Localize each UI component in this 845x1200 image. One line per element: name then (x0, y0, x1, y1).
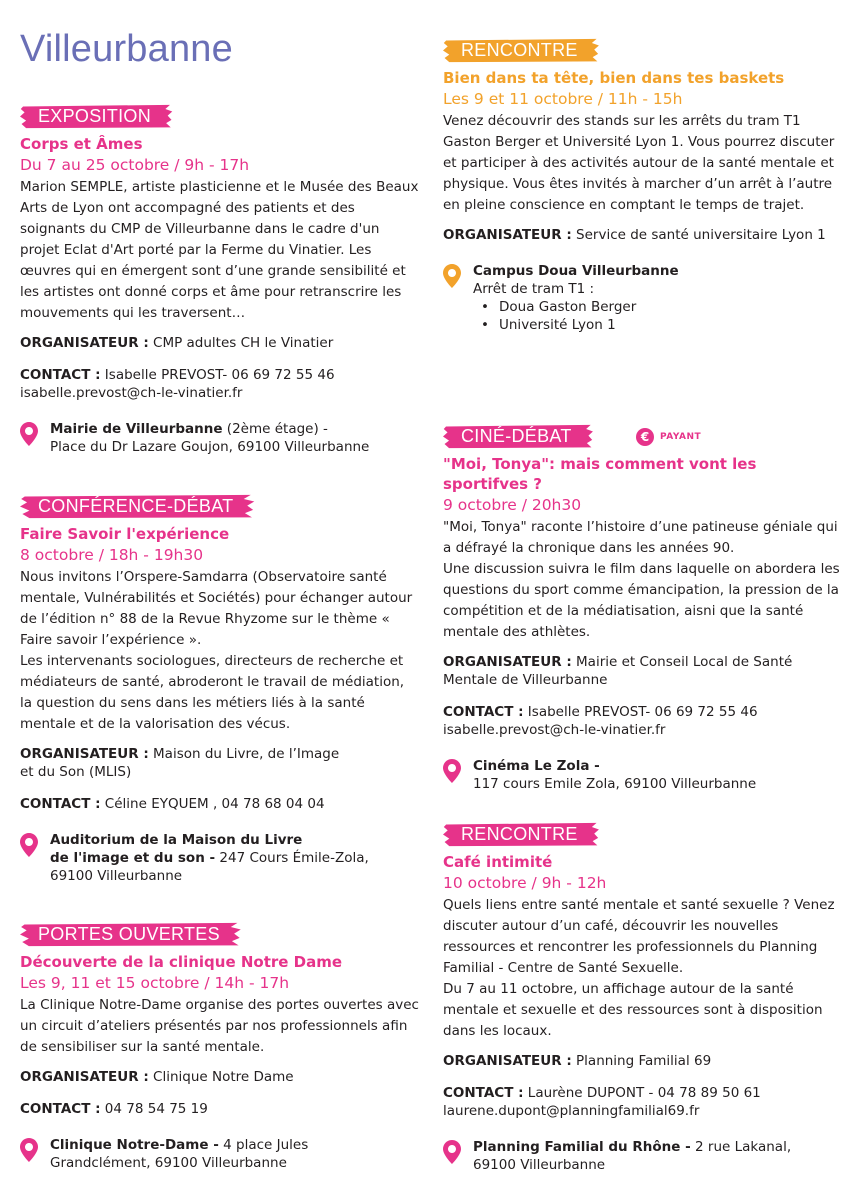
contact (20, 366, 420, 402)
location-address: Grandclément, 69100 Villeurbanne (50, 1155, 287, 1171)
tram-stop-list (473, 298, 843, 334)
organizer-value: Maison du Livre, de l’Image (148, 746, 340, 762)
contact (20, 1100, 420, 1118)
event-exposition (20, 104, 420, 456)
organizer-label: ORGANISATEUR : (20, 746, 149, 762)
event-cafe-intimite (443, 822, 843, 1174)
location-name-line2: de l'image et du son - (50, 850, 216, 866)
organizer-label: ORGANISATEUR : (20, 335, 149, 351)
event-date: Les 9 et 11 octobre / 11h - 15h (443, 90, 683, 108)
tag-label: CINÉ-DÉBAT (461, 426, 572, 446)
map-pin-icon (443, 759, 461, 783)
description-paragraph: Nous invitons l’Orspere-Samdarra (Observatoire santé mentale, Vulnérabilités et Sociétés) pour échanger autour de l’édition n° 88 de la Revue Rhyzome sur le thème « Faire savoir l’expérience ». (20, 569, 413, 648)
organizer-label: ORGANISATEUR : (443, 1053, 572, 1069)
paying-badge (636, 428, 701, 446)
description-paragraph: Une discussion suivra le film dans laquelle on abordera les questions du sport comme émancipation, la pression de la compétition et de la médiatisation, aisni que la santé mentale des athlètes. (443, 561, 840, 640)
event-description (443, 111, 843, 216)
event-date: Les 9, 11 et 15 octobre / 14h - 17h (20, 974, 290, 992)
event-portes-ouvertes (20, 922, 420, 1172)
event-title: Faire Savoir l'expérience (20, 525, 230, 543)
event-description (443, 517, 843, 643)
location-detail: 247 Cours Émile-Zola, (215, 850, 369, 866)
location-address: 69100 Villeurbanne (50, 868, 183, 884)
organizer-value: Mairie et Conseil Local de Santé (571, 654, 793, 670)
event-description (20, 567, 420, 735)
contact (20, 795, 420, 813)
organizer-value: CMP adultes CH le Vinatier (148, 335, 334, 351)
location (443, 262, 843, 334)
location-name: Mairie de Villeurbanne (50, 421, 223, 437)
organizer-value: Planning Familial 69 (571, 1053, 712, 1069)
map-pin-icon (20, 833, 38, 857)
map-pin-icon (443, 264, 461, 288)
map-pin-icon (20, 1138, 38, 1162)
organizer (443, 1052, 843, 1070)
description-paragraph: La Clinique Notre-Dame organise des portes ouvertes avec un circuit d’ateliers présentés par nos professionnels afin de sensibiliser sur la santé mentale. (20, 997, 419, 1055)
description-paragraph: Du 7 au 11 octobre, un affichage autour de la santé mentale et sexuelle et des ressources sont à disposition dans les locaux. (443, 981, 823, 1039)
contact-value: Isabelle PREVOST- 06 69 72 55 46 (523, 704, 758, 720)
tag-label: PORTES OUVERTES (38, 924, 220, 944)
contact-value: Laurène DUPONT - 04 78 89 50 61 (523, 1085, 761, 1101)
location-address: Arrêt de tram T1 : (473, 281, 595, 297)
location (443, 757, 843, 793)
location-detail: (2ème étage) - (222, 421, 328, 437)
location-name: Campus Doua Villeurbanne (473, 263, 679, 279)
event-title: Café intimité (443, 853, 553, 871)
map-pin-icon (20, 422, 38, 446)
contact-label: CONTACT : (443, 1085, 524, 1101)
location-address: 69100 Villeurbanne (473, 1157, 606, 1173)
category-tag (20, 104, 173, 129)
event-date: 10 octobre / 9h - 12h (443, 874, 607, 892)
tag-label: CONFÉRENCE-DÉBAT (38, 496, 234, 516)
organizer-value: Service de santé universitaire Lyon 1 (571, 227, 826, 243)
tag-label: EXPOSITION (38, 106, 152, 126)
description-paragraph: Marion SEMPLE, artiste plasticienne et le Musée des Beaux Arts de Lyon ont accompagné des patients et des soignants du CMP de Villeurbanne dans le cadre d'un projet Eclat d'Art porté par la Ferme du Vinatier. Les œuvres qui en émergent sont d’une grande sensibilité et les artistes ont donné corps et âme pour retranscrire les mouvements qui les traversent… (20, 179, 419, 321)
list-item: • Université Lyon 1 (481, 316, 843, 334)
contact-label: CONTACT : (20, 1101, 101, 1117)
location-name: Planning Familial du Rhône - (473, 1139, 691, 1155)
category-tag (20, 494, 255, 519)
location-name: Auditorium de la Maison du Livre (50, 832, 303, 848)
location-address: 117 cours Emile Zola, 69100 Villeurbanne (473, 776, 757, 792)
organizer-label: ORGANISATEUR : (443, 654, 572, 670)
description-paragraph: "Moi, Tonya" raconte l’histoire d’une patineuse géniale qui a défrayé la chronique dans les années 90. (443, 519, 838, 556)
event-cine-debat (443, 424, 843, 793)
page-title: Villeurbanne (20, 28, 233, 70)
location (443, 1138, 843, 1174)
location (20, 1136, 420, 1172)
organizer-label: ORGANISATEUR : (20, 1069, 149, 1085)
event-date: 8 octobre / 18h - 19h30 (20, 546, 204, 564)
contact-value: Isabelle PREVOST- 06 69 72 55 46 (100, 367, 335, 383)
contact-email[interactable]: isabelle.prevost@ch-le-vinatier.fr (443, 722, 666, 738)
location-address: Place du Dr Lazare Goujon, 69100 Villeurbanne (50, 439, 370, 455)
contact-label: CONTACT : (20, 796, 101, 812)
location-detail: 2 rue Lakanal, (690, 1139, 792, 1155)
location-name: Cinéma Le Zola - (473, 758, 600, 774)
location-name: Clinique Notre-Dame - (50, 1137, 219, 1153)
event-description (20, 177, 420, 324)
event-title: Corps et Âmes (20, 135, 143, 153)
contact (443, 1084, 843, 1120)
category-tag (443, 38, 600, 63)
location (20, 831, 420, 885)
location (20, 420, 420, 456)
category-tag (20, 922, 242, 947)
contact-label: CONTACT : (20, 367, 101, 383)
contact-email[interactable]: isabelle.prevost@ch-le-vinatier.fr (20, 385, 243, 401)
event-description (443, 895, 843, 1042)
organizer (443, 653, 843, 689)
organizer-label: ORGANISATEUR : (443, 227, 572, 243)
description-paragraph: Venez découvrir des stands sur les arrêts du tram T1 Gaston Berger et Université Lyon 1. Vous pourrez discuter et participer à des activités autour de la santé mentale et physique. Vous êtes invités à marcher d’un arrêt à l’autre en pleine conscience en comptant le temps de trajet. (443, 113, 835, 213)
organizer (20, 1068, 420, 1086)
event-title: Bien dans ta tête, bien dans tes baskets (443, 69, 785, 87)
contact-email[interactable]: laurene.dupont@planningfamilial69.fr (443, 1103, 700, 1119)
organizer-value: Clinique Notre Dame (148, 1069, 294, 1085)
event-rencontre-baskets (443, 38, 843, 334)
event-date: 9 octobre / 20h30 (443, 496, 582, 514)
tag-label: RENCONTRE (461, 40, 578, 60)
event-description (20, 995, 420, 1058)
contact-value: Céline EYQUEM , 04 78 68 04 04 (100, 796, 325, 812)
organizer (20, 334, 420, 352)
euro-icon: € (636, 428, 654, 446)
category-tag (443, 424, 594, 449)
event-date: Du 7 au 25 octobre / 9h - 17h (20, 156, 250, 174)
event-title: Découverte de la clinique Notre Dame (20, 953, 343, 971)
list-item: • Doua Gaston Berger (481, 298, 843, 316)
contact-value: 04 78 54 75 19 (100, 1101, 208, 1117)
description-paragraph: Quels liens entre santé mentale et santé sexuelle ? Venez discuter autour d’un café, découvrir les nouvelles ressources et rencontrer les professionnels du Planning Familial - Centre de Santé Sexuelle. (443, 897, 835, 976)
organizer-value-line2: et du Son (MLIS) (20, 764, 132, 780)
organizer (20, 745, 420, 781)
contact-label: CONTACT : (443, 704, 524, 720)
event-conference (20, 494, 420, 885)
description-paragraph: Les intervenants sociologues, directeurs de recherche et médiateurs de santé, abroderont le travail de médiation, la question du sens dans les métiers liés à la santé mentale et de la valorisation des vécus. (20, 653, 405, 732)
category-tag (443, 822, 600, 847)
location-detail: 4 place Jules (218, 1137, 309, 1153)
event-title: "Moi, Tonya": mais comment vont les sportifves ? (443, 455, 757, 493)
organizer-value-line2: Mentale de Villeurbanne (443, 672, 608, 688)
map-pin-icon (443, 1140, 461, 1164)
contact (443, 703, 843, 739)
tag-label: RENCONTRE (461, 824, 578, 844)
organizer (443, 226, 843, 244)
paying-label: PAYANT (660, 432, 702, 442)
